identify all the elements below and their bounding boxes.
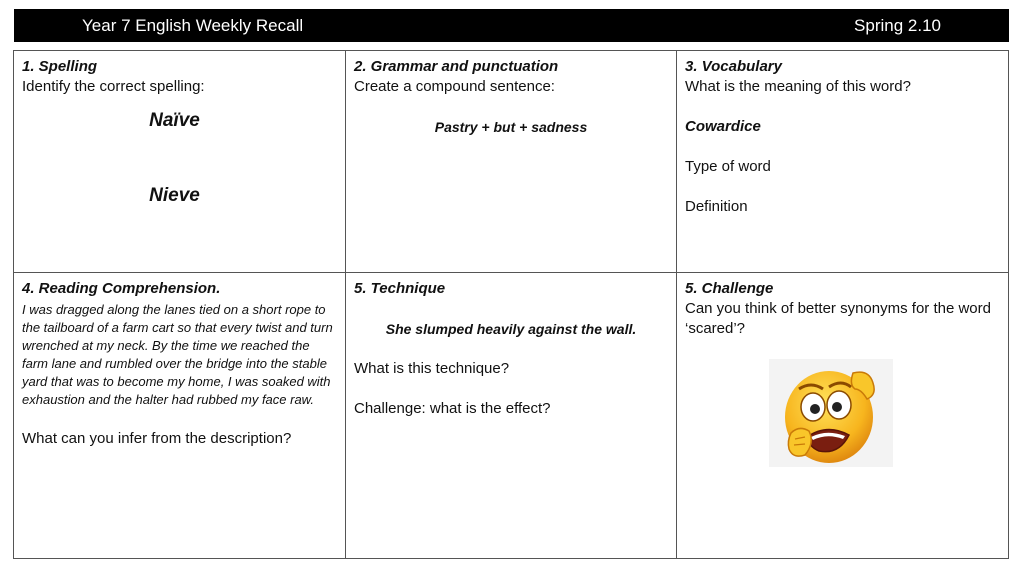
vocabulary-cell [677, 51, 1008, 273]
header-bar [14, 9, 1009, 42]
grammar-prompt: Create a compound sentence: [354, 78, 555, 95]
vocabulary-prompt: What is the meaning of this word? [685, 78, 911, 95]
technique-cell [346, 273, 677, 558]
spelling-option-2: Nieve [149, 185, 200, 206]
scared-face-emoji-icon [769, 359, 893, 467]
definition-label: Definition [685, 198, 748, 215]
vocabulary-word: Cowardice [685, 118, 761, 135]
vocabulary-heading: 3. Vocabulary [685, 58, 782, 75]
grammar-heading: 2. Grammar and punctuation [354, 58, 559, 75]
recall-grid [13, 50, 1009, 559]
spelling-option-1: Naïve [149, 110, 200, 131]
grammar-cell [346, 51, 677, 273]
term-code: Spring 2.10 [854, 16, 941, 35]
reading-passage: I was dragged along the lanes tied on a short rope to the tailboard of a farm cart so that every twist and turn wrenched at my neck. By the time we reached the farm lane and rumbled over the bridge into the stable yard that was to become my home, I was soaked with exhaustion and the halter had rubbed my face raw. [22, 302, 333, 407]
page-title: Year 7 English Weekly Recall [82, 16, 304, 35]
reading-heading: 4. Reading Comprehension. [22, 280, 221, 297]
technique-challenge: Challenge: what is the effect? [354, 400, 551, 417]
challenge-cell [677, 273, 1008, 558]
type-of-word-label: Type of word [685, 158, 771, 175]
grammar-words: Pastry + but + sadness [434, 119, 588, 135]
spelling-prompt: Identify the correct spelling: [22, 78, 205, 95]
challenge-heading: 5. Challenge [685, 280, 774, 297]
reading-question: What can you infer from the description? [22, 430, 292, 447]
reading-cell [14, 273, 346, 558]
challenge-prompt: Can you think of better synonyms for the word ‘scared’? [685, 300, 991, 337]
technique-sentence: She slumped heavily against the wall. [385, 321, 637, 337]
spelling-heading: 1. Spelling [22, 58, 98, 75]
technique-question: What is this technique? [354, 360, 510, 377]
technique-heading: 5. Technique [354, 280, 446, 297]
spelling-cell [14, 51, 346, 273]
